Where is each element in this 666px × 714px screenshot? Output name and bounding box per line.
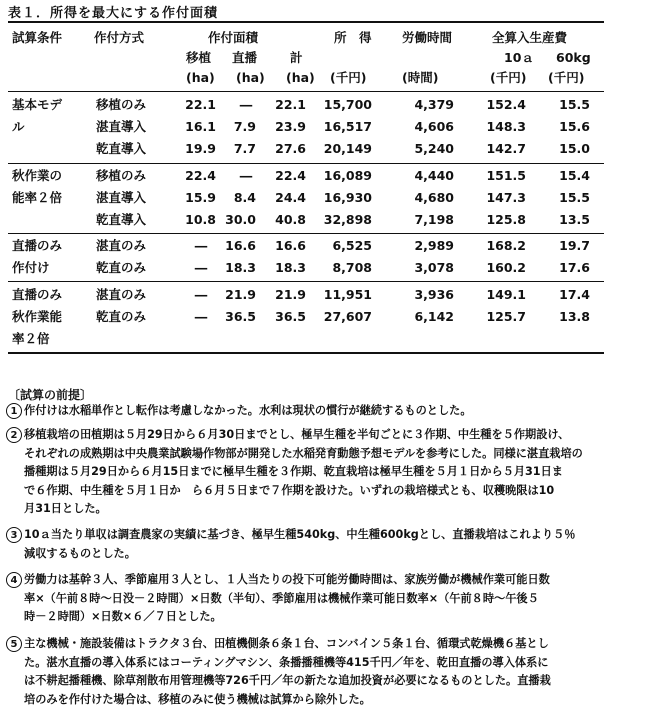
row-total: 16.6 [275, 238, 306, 253]
row-direct: 36.5 [225, 309, 256, 324]
row-direct: 7.9 [233, 119, 256, 134]
row-income: 8,708 [332, 260, 372, 275]
note-line: は不耕起播種機、除草剤散布用管理機等726千円／年の新たな追加投資が必要になるものとした。直播栽 [24, 674, 551, 687]
row-transplant: 16.1 [185, 119, 216, 134]
row-income: 16,517 [323, 119, 372, 134]
table-title: 表１．所得を最大にする作付面積 [8, 6, 219, 21]
notes-title: 〔試算の前提〕 [8, 388, 93, 402]
row-per10a: 142.7 [486, 141, 526, 156]
row-transplant: 10.8 [185, 212, 216, 227]
note-line: 減収するものとした。 [24, 546, 136, 560]
row-per60kg: 17.4 [559, 287, 590, 302]
row-method: 乾直のみ [96, 309, 147, 324]
row-method: 乾直のみ [96, 260, 147, 275]
group-label: 作付け [12, 260, 50, 275]
row-total: 40.8 [275, 212, 306, 227]
note-number: 1 [6, 403, 22, 419]
row-direct: 30.0 [225, 212, 256, 227]
header-condition: 試算条件 [12, 30, 63, 45]
group-label: 秋作業の [12, 168, 63, 183]
group-label: 率２倍 [12, 331, 50, 346]
note-line: た。湛水直播の導入体系にはコーティングマシン、条播播種機等415千円／年を、乾田直播の導入体系に [24, 655, 549, 669]
unit-income: (千円) [330, 70, 367, 85]
row-income: 6,525 [332, 238, 372, 253]
row-per10a: 160.2 [486, 260, 526, 275]
row-transplant: 22.1 [185, 97, 216, 112]
row-total: 22.1 [275, 97, 306, 112]
note-line: それぞれの成熟期は中央農業試験場作物部が開発した水稲発育動態予想モデルを参考にした。同様に湛直栽培の [24, 446, 583, 460]
note-item [6, 571, 656, 627]
row-per10a: 151.5 [486, 168, 526, 183]
row-method: 乾直導入 [96, 212, 147, 227]
row-labor: 3,078 [414, 260, 454, 275]
row-total: 23.9 [275, 119, 306, 134]
note-item [6, 426, 656, 519]
row-direct: ― [239, 168, 253, 183]
row-total: 36.5 [275, 309, 306, 324]
row-labor: 4,379 [414, 97, 454, 112]
row-per60kg: 15.6 [559, 119, 590, 134]
row-transplant: 15.9 [185, 190, 216, 205]
row-per10a: 148.3 [486, 119, 526, 134]
note-line: 播種期は５月29日から６月15日までに極早生種を３作期、乾直栽培は極早生種を５月１日から５月31日ま [24, 465, 563, 478]
row-direct: 7.7 [233, 141, 256, 156]
row-per60kg: 15.0 [559, 141, 590, 156]
note-item [6, 402, 656, 421]
header-per60kg: 60kg [556, 50, 591, 65]
row-labor: 4,606 [414, 119, 454, 134]
row-income: 32,898 [323, 212, 372, 227]
table-bottom-rule [8, 352, 604, 354]
row-per10a: 152.4 [486, 97, 526, 112]
note-line: 月31日とした。 [24, 502, 107, 515]
group-divider [8, 163, 604, 164]
row-per10a: 149.1 [486, 287, 526, 302]
note-number: 3 [6, 527, 22, 543]
unit-direct: (ha) [236, 70, 265, 85]
row-per10a: 125.7 [486, 309, 526, 324]
row-income: 11,951 [323, 287, 372, 302]
row-method: 湛直のみ [96, 287, 147, 302]
row-income: 16,930 [323, 190, 372, 205]
row-income: 15,700 [323, 97, 372, 112]
note-line: 時－２時間）×日数×６／７日とした。 [24, 610, 222, 623]
row-method: 湛直導入 [96, 119, 147, 134]
note-line: 作付けは水稲単作とし転作は考慮しなかった。水利は現状の慣行が継続するものとした。 [24, 404, 472, 417]
row-labor: 4,440 [414, 168, 454, 183]
group-divider [8, 233, 604, 234]
row-labor: 2,989 [414, 238, 454, 253]
group-label: 基本モデ [12, 97, 63, 112]
header-transplant: 移植 [186, 50, 212, 65]
note-item [6, 526, 656, 563]
row-total: 22.4 [275, 168, 306, 183]
row-per60kg: 13.5 [559, 212, 590, 227]
group-label: 直播のみ [12, 287, 63, 302]
row-transplant: 22.4 [185, 168, 216, 183]
row-transplant: ― [194, 238, 208, 253]
row-income: 27,607 [323, 309, 372, 324]
table-top-rule [8, 21, 604, 23]
row-per60kg: 13.8 [559, 309, 590, 324]
note-line: で６作期、中生種を５月１日か ら６月５日まで７作期を設けた。いずれの栽培様式とも、収穫晩限は10 [24, 483, 555, 497]
note-line: 移植栽培の田植期は５月29日から６月30日までとし、極早生種を半旬ごとに３作期、中生種を５作期設け、 [24, 428, 570, 441]
row-per60kg: 19.7 [559, 238, 590, 253]
header-income: 所 得 [334, 30, 372, 45]
row-per60kg: 15.4 [559, 168, 590, 183]
note-line: 培のみを作付けた場合は、移植のみに使う機械は試算から除外した。 [24, 692, 371, 706]
unit-transplant: (ha) [186, 70, 215, 85]
note-line: 10ａ当たり単収は調査農家の実績に基づき、極早生種540kg、中生種600kgとし、直播栽培はこれより５％ [24, 528, 576, 541]
row-method: 湛直のみ [96, 238, 147, 253]
group-label: 直播のみ [12, 238, 63, 253]
group-label: 能率２倍 [12, 190, 63, 205]
row-labor: 6,142 [414, 309, 454, 324]
note-number: 5 [6, 636, 22, 652]
header-bottom-rule [8, 91, 604, 92]
row-per10a: 147.3 [486, 190, 526, 205]
row-method: 移植のみ [96, 97, 147, 112]
header-cost: 全算入生産費 [492, 30, 568, 45]
row-labor: 7,198 [414, 212, 454, 227]
header-labor: 労働時間 [402, 30, 453, 45]
row-direct: 16.6 [225, 238, 256, 253]
unit-total: (ha) [286, 70, 315, 85]
row-per60kg: 15.5 [559, 190, 590, 205]
row-direct: 18.3 [225, 260, 256, 275]
row-method: 湛直導入 [96, 190, 147, 205]
row-total: 21.9 [275, 287, 306, 302]
unit-per10a: (千円) [490, 70, 527, 85]
row-per60kg: 15.5 [559, 97, 590, 112]
note-line: 労働力は基幹３人、季節雇用３人とし、１人当たりの投下可能労働時間は、家族労働が機械作業可能日数 [24, 573, 550, 586]
group-divider [8, 281, 604, 282]
row-transplant: ― [194, 309, 208, 324]
row-total: 24.4 [275, 190, 306, 205]
group-label: ル [12, 119, 25, 134]
row-income: 20,149 [323, 141, 372, 156]
header-per10a: 10ａ [504, 50, 534, 65]
row-transplant: ― [194, 287, 208, 302]
row-labor: 3,936 [414, 287, 454, 302]
note-item [6, 635, 656, 709]
note-line: 主な機械・施設装備はトラクタ３台、田植機側条６条１台、コンバイン５条１台、循環式乾燥機６基とし [24, 637, 549, 650]
row-direct: ― [239, 97, 253, 112]
note-number: 4 [6, 572, 22, 588]
row-total: 27.6 [275, 141, 306, 156]
row-per10a: 168.2 [486, 238, 526, 253]
note-line: 率×（午前８時～日没－２時間）×日数（半旬）、季節雇用は機械作業可能日数率×（午前８時～午後５ [24, 591, 539, 605]
row-income: 16,089 [323, 168, 372, 183]
row-labor: 5,240 [414, 141, 454, 156]
header-total: 計 [290, 50, 303, 65]
unit-labor: (時間) [402, 70, 439, 85]
note-number: 2 [6, 427, 22, 443]
unit-per60kg: (千円) [548, 70, 585, 85]
row-method: 移植のみ [96, 168, 147, 183]
row-method: 乾直導入 [96, 141, 147, 156]
header-method: 作付方式 [94, 30, 145, 45]
row-transplant: ― [194, 260, 208, 275]
row-direct: 21.9 [225, 287, 256, 302]
row-total: 18.3 [275, 260, 306, 275]
group-label: 秋作業能 [12, 309, 63, 324]
header-direct: 直播 [232, 50, 258, 65]
header-area: 作付面積 [208, 30, 259, 45]
row-per10a: 125.8 [486, 212, 526, 227]
row-per60kg: 17.6 [559, 260, 590, 275]
row-direct: 8.4 [233, 190, 256, 205]
row-transplant: 19.9 [185, 141, 216, 156]
row-labor: 4,680 [414, 190, 454, 205]
